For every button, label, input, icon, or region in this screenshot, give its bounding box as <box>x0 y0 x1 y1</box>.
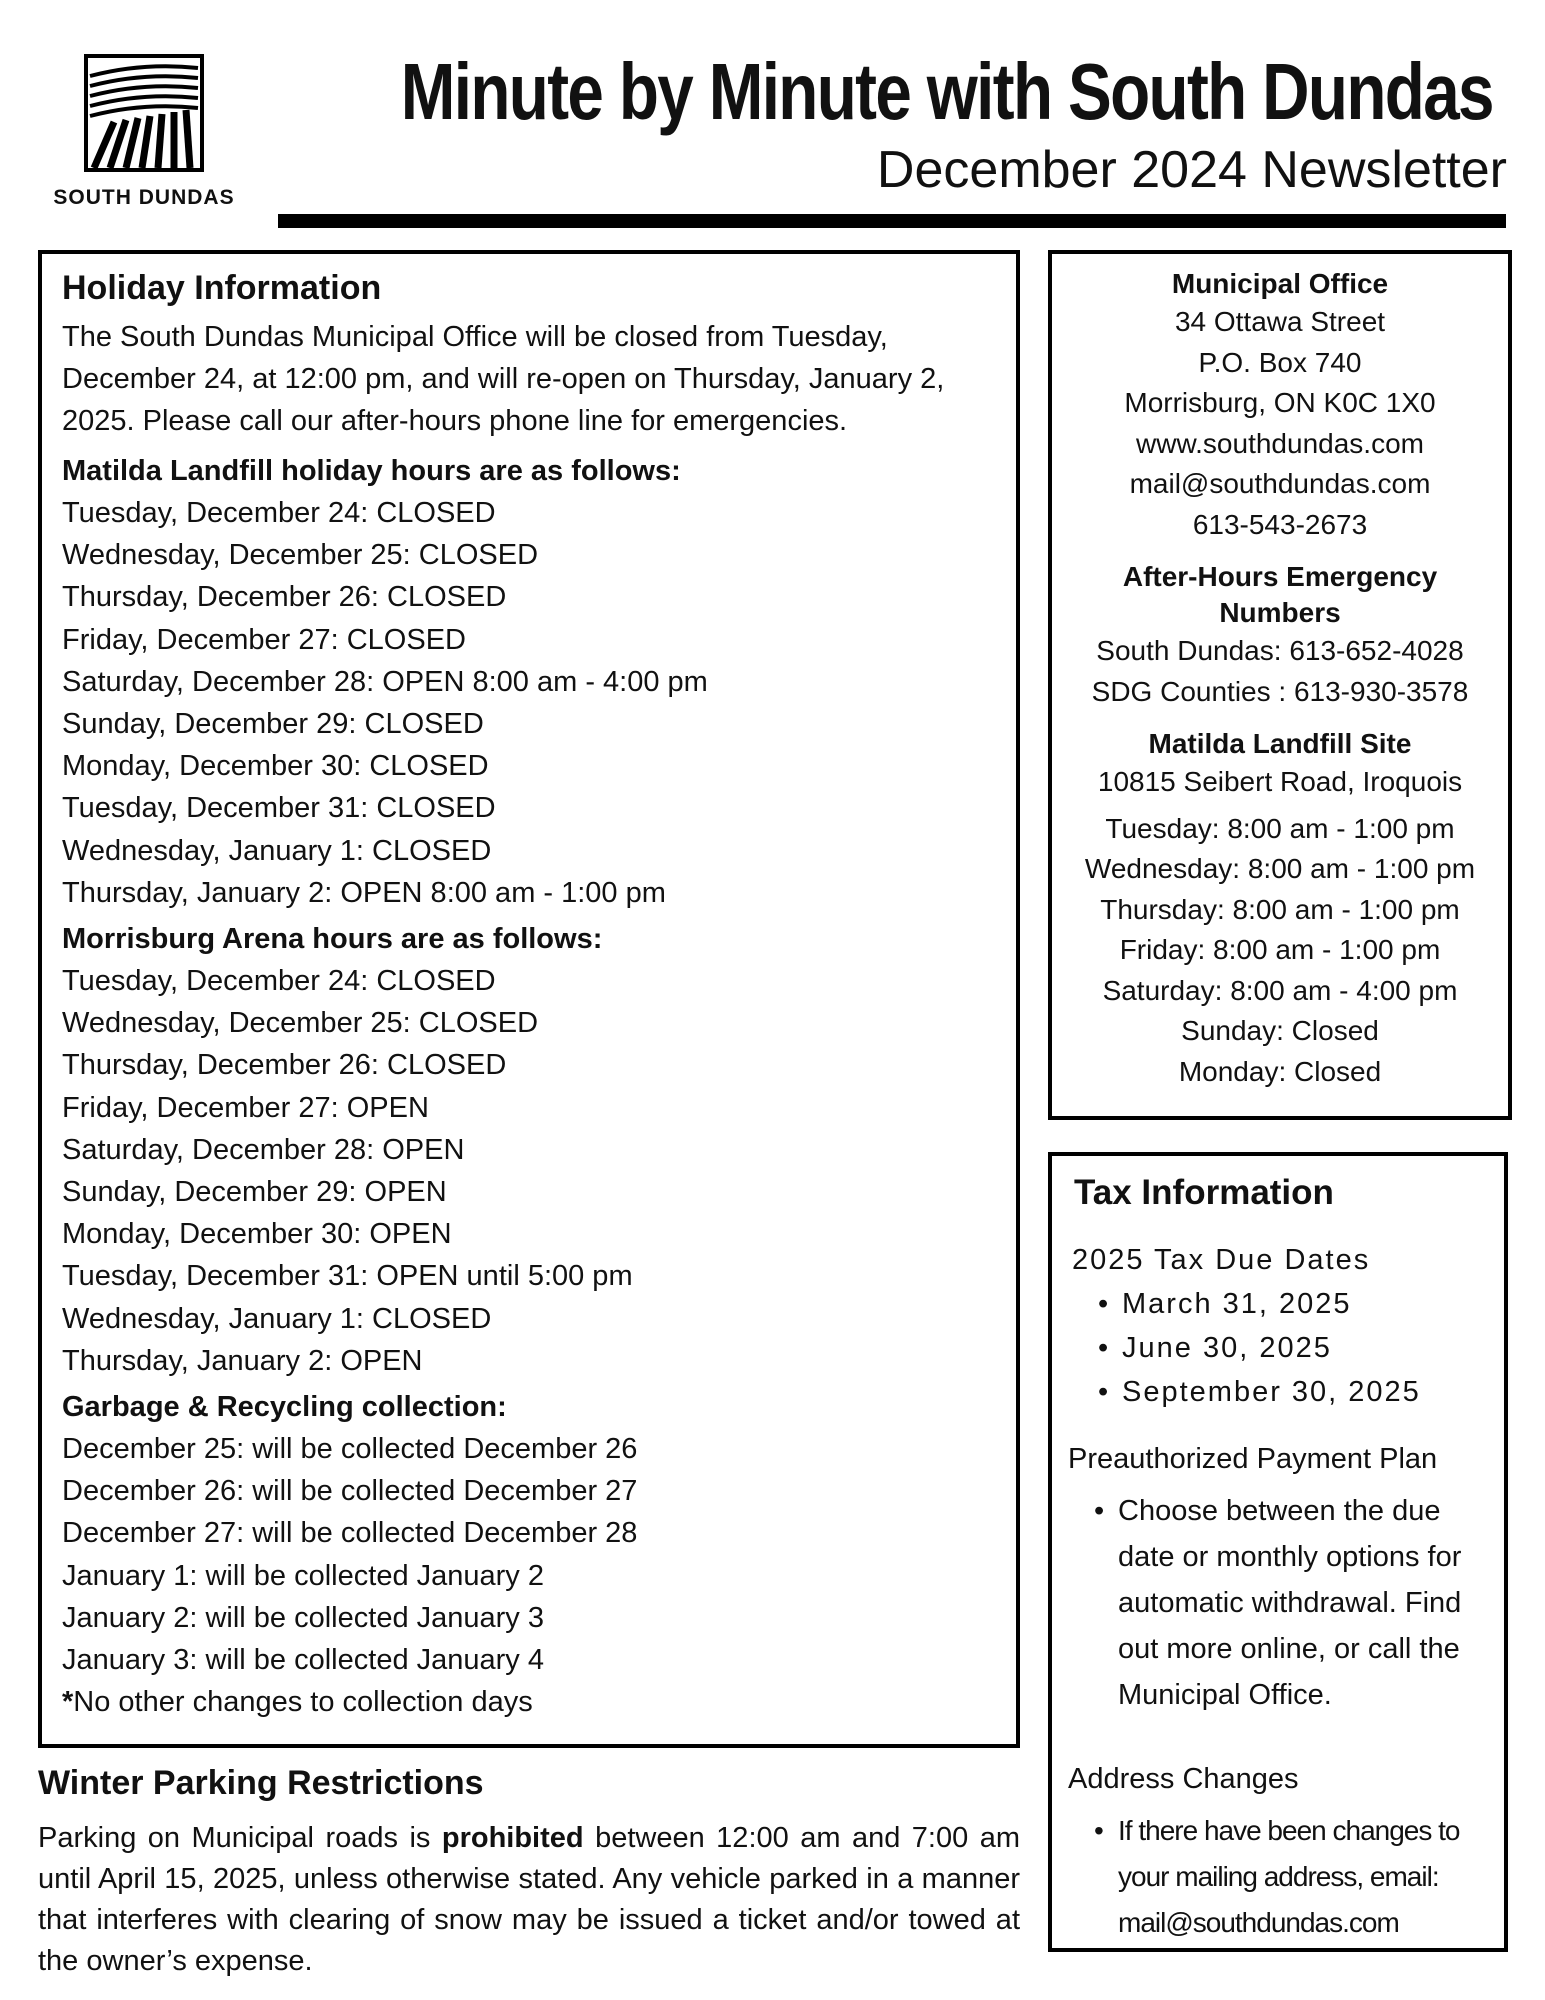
emergency-south-dundas: South Dundas: 613-652-4028 <box>1096 635 1464 666</box>
list-item: Sunday, December 29: OPEN <box>62 1176 447 1209</box>
list-item: Monday, December 30: OPEN <box>62 1218 452 1251</box>
emergency-heading-line-2: Numbers <box>1219 597 1341 628</box>
office-city: Morrisburg, ON K0C 1X0 <box>1124 387 1436 418</box>
list-item: Sunday, December 29: CLOSED <box>62 708 484 741</box>
note-text: No other changes to collection days <box>73 1686 533 1719</box>
emergency-heading <box>1052 559 1508 631</box>
list-item: • September 30, 2025 <box>1094 1370 1492 1414</box>
header-divider <box>278 214 1506 228</box>
office-phone: 613-543-2673 <box>1192 508 1368 540</box>
list-item: Friday, December 27: CLOSED <box>62 623 466 656</box>
pap-list <box>1068 1488 1488 1718</box>
list-item: December 25: will be collected December 26 <box>62 1433 638 1466</box>
winter-parking-heading: Winter Parking Restrictions <box>38 1764 484 1802</box>
list-item: • March 31, 2025 <box>1094 1282 1492 1326</box>
list-item: Wednesday, January 1: CLOSED <box>62 834 492 867</box>
list-item: Saturday, December 28: OPEN 8:00 am - 4:00 pm <box>62 665 708 698</box>
list-item: Friday, December 27: OPEN <box>62 1091 429 1124</box>
landfill-hours-item: Thursday: 8:00 am - 1:00 pm <box>1100 893 1460 925</box>
tax-due-section <box>1072 1238 1492 1414</box>
list-item: Saturday, December 28: OPEN <box>62 1133 465 1166</box>
list-item: Wednesday, December 25: CLOSED <box>62 539 539 572</box>
tax-heading: Tax Information <box>1074 1173 1334 1212</box>
list-item: • June 30, 2025 <box>1094 1326 1492 1370</box>
tax-due-heading: 2025 Tax Due Dates <box>1072 1244 1371 1276</box>
emergency-sdg-counties: SDG Counties : 613-930-3578 <box>1091 675 1469 707</box>
address-change-section <box>1068 1756 1494 1946</box>
landfill-hours-item: Wednesday: 8:00 am - 1:00 pm <box>1084 853 1476 884</box>
newsletter-title: Minute by Minute with South Dundas <box>400 47 1493 136</box>
list-item: Thursday, December 26: CLOSED <box>62 581 507 614</box>
tax-information-box <box>1048 1152 1508 1952</box>
winter-text-bold: prohibited <box>441 1822 584 1854</box>
list-item: December 26: will be collected December 27 <box>62 1475 638 1508</box>
emergency-heading-line-1: After-Hours Emergency <box>1122 561 1438 592</box>
office-email-link[interactable]: mail@southdundas.com <box>1129 468 1431 499</box>
list-item: January 3: will be collected January 4 <box>62 1644 544 1677</box>
office-website-link[interactable]: www.southdundas.com <box>1136 427 1424 459</box>
contact-info-box <box>1048 250 1512 1120</box>
landfill-holiday-heading: Matilda Landfill holiday hours are as follows: <box>62 455 681 487</box>
field-rows-logo-icon <box>84 54 204 172</box>
landfill-hours-item: Monday: Closed <box>1178 1055 1382 1087</box>
office-heading: Municipal Office <box>1171 268 1389 299</box>
list-item: Monday, December 30: CLOSED <box>62 750 489 783</box>
list-item: Thursday, December 26: CLOSED <box>62 1049 507 1082</box>
garbage-list <box>62 1428 996 1723</box>
garbage-note <box>62 1681 996 1723</box>
list-item: Tuesday, December 24: CLOSED <box>62 965 496 998</box>
winter-parking-text <box>38 1818 1020 1982</box>
winter-text-start: Parking on Municipal roads is <box>38 1822 442 1854</box>
tax-due-list <box>1072 1282 1492 1414</box>
list-item: Tuesday, December 31: OPEN until 5:00 pm <box>62 1260 633 1293</box>
list-item: • If there have been changes to your mailing address, email: mail@southdundas.com <box>1090 1808 1494 1946</box>
list-item: Tuesday, December 24: CLOSED <box>62 497 496 529</box>
list-item: January 2: will be collected January 3 <box>62 1601 544 1634</box>
arena-holiday-list <box>62 960 996 1382</box>
list-item: December 27: will be collected December 28 <box>62 1517 638 1550</box>
address-change-heading: Address Changes <box>1068 1763 1299 1795</box>
garbage-heading: Garbage & Recycling collection: <box>62 1391 507 1424</box>
landfill-holiday-list <box>62 492 996 914</box>
holiday-intro: The South Dundas Municipal Office will be closed from Tuesday, December 24, at 12:00 pm, and will re-open on Thursday, January 2, 2025. Please call our after-hours phone line for emergencies. <box>62 321 945 437</box>
address-change-list <box>1068 1808 1494 1946</box>
list-item: Thursday, January 2: OPEN <box>62 1344 423 1377</box>
holiday-information-box <box>38 250 1020 1748</box>
pap-section <box>1068 1436 1488 1718</box>
list-item: January 1: will be collected January 2 <box>62 1559 544 1592</box>
landfill-site-heading: Matilda Landfill Site <box>1148 728 1412 759</box>
list-item: Thursday, January 2: OPEN 8:00 am - 1:00 pm <box>62 876 666 909</box>
list-item: Tuesday, December 31: CLOSED <box>62 792 496 825</box>
list-item: • Choose between the due date or monthly options for automatic withdrawal. Find out more online, or call the Municipal Office. <box>1090 1488 1488 1718</box>
logo-wordmark: SOUTH DUNDAS <box>53 186 235 209</box>
south-dundas-logo <box>44 54 244 224</box>
landfill-site-address: 10815 Seibert Road, Iroquois <box>1097 766 1463 797</box>
list-item: Wednesday, January 1: CLOSED <box>62 1302 492 1335</box>
list-item: Wednesday, December 25: CLOSED <box>62 1007 539 1040</box>
holiday-heading: Holiday Information <box>62 269 382 307</box>
arena-holiday-heading: Morrisburg Arena hours are as follows: <box>62 923 603 956</box>
landfill-hours-item: Friday: 8:00 am - 1:00 pm <box>1119 934 1441 965</box>
office-address-line: 34 Ottawa Street <box>1174 306 1386 337</box>
landfill-hours-item: Saturday: 8:00 am - 4:00 pm <box>1102 974 1458 1006</box>
note-asterisk: * <box>62 1686 74 1719</box>
landfill-hours-item: Tuesday: 8:00 am - 1:00 pm <box>1105 812 1455 844</box>
pap-heading: Preauthorized Payment Plan <box>1068 1443 1438 1475</box>
winter-text-end: between 12:00 am and 7:00 am until April 15, 2025, unless otherwise stated. Any vehicle parked in a manner that interferes with clearing of snow may be issued a ticket and/or towed at the owner’s expense. <box>38 1822 1020 1977</box>
office-po-box: P.O. Box 740 <box>1198 346 1362 378</box>
landfill-hours-item: Sunday: Closed <box>1181 1015 1379 1046</box>
newsletter-subtitle: December 2024 Newsletter <box>876 141 1507 199</box>
